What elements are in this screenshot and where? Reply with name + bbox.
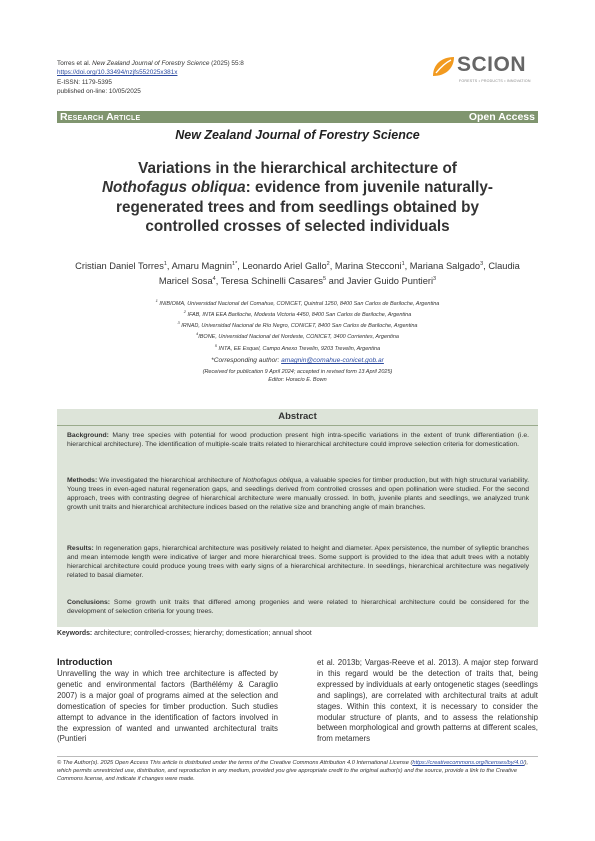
research-article-label: Research Article [60, 111, 141, 123]
article-type-banner [57, 111, 538, 123]
open-access-label: Open Access [468, 111, 535, 123]
citation-block [57, 59, 244, 97]
title-line-4: controlled crosses of selected individuals [145, 217, 450, 235]
title-line-1: Variations in the hierarchical architecture of [138, 160, 457, 177]
citation-line [57, 59, 244, 68]
published-date: published on-line: 10/05/2025 [57, 88, 141, 96]
article-title [80, 159, 515, 236]
author: Leonardo Ariel Gallo$^2$, [242, 261, 335, 272]
affiliation: $^3$ IRNAD, Universidad Nacional de Río Negro, CONICET, 8400 San Carlos de Bariloche, Argentina [177, 320, 418, 330]
logo-tagline: FORESTS • PRODUCTS • INNOVATION [459, 79, 531, 83]
citation-authors: Torres et al. [57, 60, 93, 67]
scion-logo [430, 52, 540, 94]
author: Claudia Maricel Sosa$^4$, [158, 261, 520, 286]
journal-title: New Zealand Journal of Forestry Science [175, 128, 420, 142]
abstract-heading: Abstract [278, 411, 317, 422]
received-line: (Received for publication 9 April 2024; accepted in revised form 13 April 2025) [202, 369, 393, 375]
doi-link[interactable]: https://doi.org/10.33494/nzjfs552025x381x [57, 69, 178, 77]
eissn: E-ISSN: 1179-5395 [57, 78, 112, 86]
title-line-2-rest: : evidence from juvenile naturally- [245, 179, 493, 197]
affiliations [70, 297, 525, 353]
intro-column-2: et al. 2013b; Vargas-Reeve et al. 2013). A major step forward in this regard would be the detection of traits that, being expressed by individuals at early ontogenetic stages (seedlings and saplings), are correlated with architectural traits at adult stages. Within this context, it is necessary to consider the modular structure of plants, and to assess the relationship between morphological and growth patterns at different scales, from metamers [317, 658, 538, 744]
author: Mariana Salgado$^3$, [409, 261, 489, 272]
abstract-results: Results: In regeneration gaps, hierarchical architecture was positively related to height and diameter. Apex persistence, the number of sylleptic branches and mean internode length were indicative of larger and more hierarchical trees. Some support is provided to the idea that adult trees with a notably hierarchical architecture could produce young trees with early signs of a hierarchical architecture. In seedlings, hierarchical architecture was negatively related to basal diameter. [67, 545, 529, 580]
affiliation: $^2$ IFAB, INTA EEA Bariloche, Modesta Victoria 4450, 8400 San Carlos de Bariloche, Argentina [183, 309, 412, 318]
affiliation: $^4$IBONE, Universidad Nacional del Nordeste, CONICET, 3400 Corrientes, Argentina [196, 331, 399, 341]
introduction-heading: Introduction [57, 657, 113, 668]
abstract-background: Background: Many tree species with potential for wood production present high intra-specific variations in the extent of trunk differentiation (i.e. hierarchical architecture). The identification of multiple-scale traits related to hierarchical architecture could improve selection criteria for domestication. [67, 432, 529, 449]
citation-journal: New Zealand Journal of Forestry Science [92, 60, 210, 67]
corresponding-email-link[interactable]: amagnin@comahue-conicet.gob.ar [281, 357, 384, 364]
affiliation: $^1$ INIBIOMA, Universidad Nacional del Comahue, CONICET, Quintral 1250, 8400 San Carlos de Bariloche, Argentina [155, 298, 440, 307]
title-line-3: regenerated trees and from seedlings obtained by [116, 198, 479, 216]
license-footer: © The Author(s). 2025 Open Access This article is distributed under the terms of the Creative Commons Attribution 4.0 International License (https://creativecommons.org/licenses/by/4.0/), which permits unrestricted use, distribution, and reproduction in any medium, provided you give appropriate credit to the original author(s) and the source, provide a link to the Creative Commons license, and indicate if changes were made. [57, 760, 529, 782]
title-line-2 [80, 178, 515, 197]
footer-divider [57, 756, 538, 757]
affiliation: $^5$ INTA, EE Esquel, Campo Anexo Trevelin, 9203 Trevelin, Argentina [214, 342, 381, 352]
scion-leaf-icon [430, 54, 456, 80]
citation-volume: (2025) 55:8 [209, 60, 244, 67]
abstract-conclusions: Conclusions: Some growth unit traits that differed among progenies and were related to hierarchical architecture could be considered for the development of selection criteria for young trees. [67, 599, 529, 616]
abstract-methods: Methods: We investigated the hierarchical architecture of Nothofagus obliqua, a valuable species for timber production, but with high structural variability. Young trees in even-aged natural regeneration gaps, and seedlings derived from controlled crosses and open pollination were studied. For the second approach, trees with contrasting degree of hierarchical architecture were manually crossed. In both, juvenile plants and seedlings, we analyzed trunk growth unit traits and hierarchical architecture indices based on the relative size and branching angle of main branches. [67, 477, 529, 512]
author: Cristian Daniel Torres$^1$, [75, 261, 172, 272]
author: Teresa Schinelli Casares$^5$ and [220, 275, 347, 286]
title-species: Nothofagus obliqua [102, 179, 246, 197]
corresponding-author [57, 357, 538, 364]
author: Marina Stecconi$^1$, [334, 261, 410, 272]
received-dates [57, 369, 538, 384]
keywords: Keywords: architecture; controlled-crosses; hierarchy; domestication; annual shoot [57, 630, 312, 637]
logo-wordmark: SCION [457, 53, 527, 76]
author: Javier Guido Puntieri$^3$ [346, 275, 437, 286]
editor-line: Editor: Horacio E. Bown [268, 376, 327, 383]
license-link[interactable]: https://creativecommons.org/licenses/by/4.0/ [412, 760, 525, 766]
author: Amaru Magnin$^{1*}$, [171, 261, 243, 272]
corresponding-label: *Corresponding author: [211, 357, 282, 364]
abstract-divider [57, 425, 538, 426]
author-list [70, 258, 525, 287]
intro-column-1: Unravelling the way in which tree architecture is affected by genetic and environmental factors (Barthélémy & Caraglio 2007) is a major goal of programs aimed at the selection and domestication of species for timber production. Such studies attempt to advance in the identification of factors involved in the expression of wanted and unwanted architectural traits (Puntieri [57, 669, 278, 744]
